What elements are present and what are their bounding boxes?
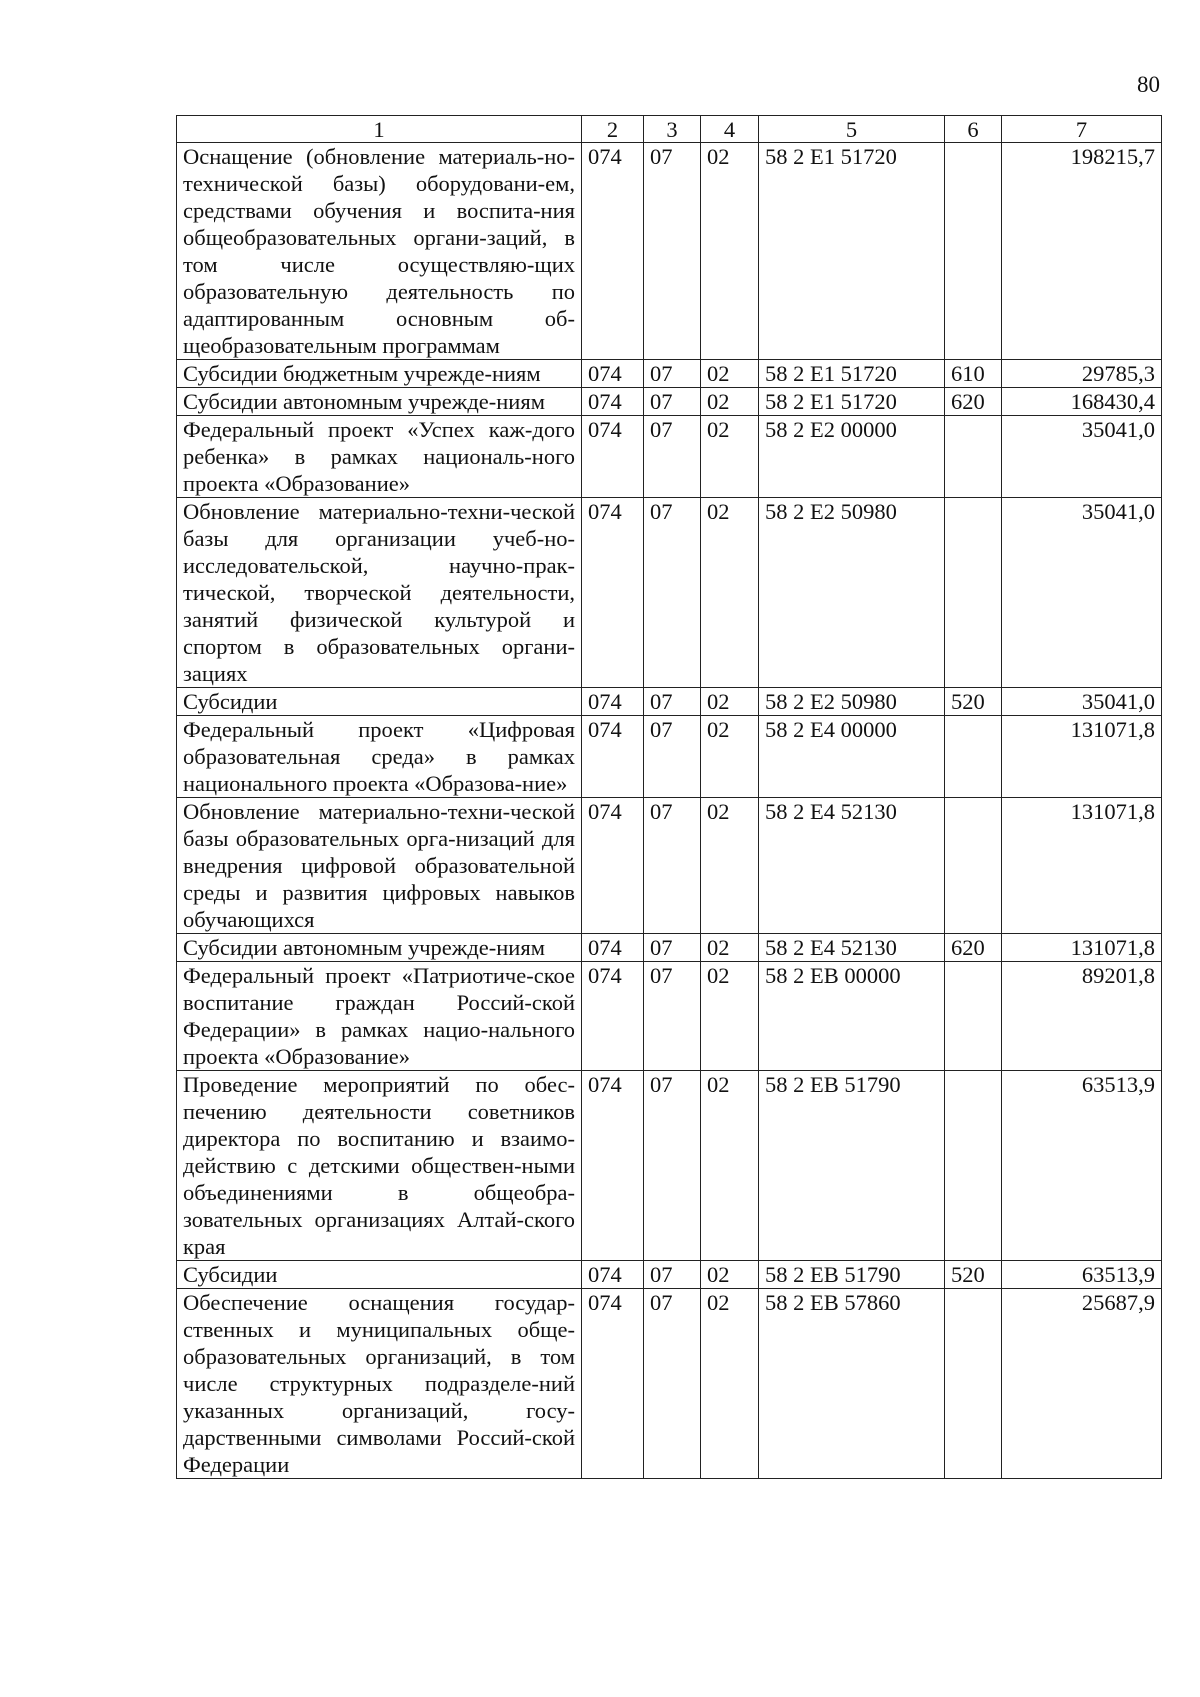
cell-section: 07 xyxy=(644,934,701,962)
cell-target-article: 58 2 E4 00000 xyxy=(759,716,945,798)
cell-admin-code: 074 xyxy=(582,962,644,1071)
cell-section: 07 xyxy=(644,1289,701,1479)
cell-subsection: 02 xyxy=(701,1289,759,1479)
cell-admin-code: 074 xyxy=(582,360,644,388)
table-row xyxy=(177,688,1162,716)
cell-admin-code: 074 xyxy=(582,416,644,498)
cell-target-article: 58 2 EB 51790 xyxy=(759,1071,945,1261)
cell-admin-code: 074 xyxy=(582,716,644,798)
cell-section: 07 xyxy=(644,716,701,798)
cell-target-article: 58 2 EB 51790 xyxy=(759,1261,945,1289)
cell-subsection: 02 xyxy=(701,798,759,934)
row-description: Субсидии бюджетным учрежде-ниям xyxy=(177,360,582,388)
row-description: Проведение мероприятий по обес-печению деятельности советников директора по воспитанию и взаимо-действию с детскими обществен-ными объединениями в общеобра-зовательных организациях Алтай-ского края xyxy=(177,1071,582,1261)
cell-amount: 168430,4 xyxy=(1002,388,1162,416)
cell-subsection: 02 xyxy=(701,388,759,416)
cell-target-article: 58 2 E1 51720 xyxy=(759,388,945,416)
cell-subsection: 02 xyxy=(701,143,759,360)
cell-target-article: 58 2 E4 52130 xyxy=(759,934,945,962)
header-cell: 5 xyxy=(759,116,945,143)
cell-expense-type xyxy=(945,962,1002,1071)
cell-section: 07 xyxy=(644,360,701,388)
cell-amount: 131071,8 xyxy=(1002,716,1162,798)
row-description: Субсидии автономным учрежде-ниям xyxy=(177,388,582,416)
cell-expense-type xyxy=(945,1289,1002,1479)
cell-admin-code: 074 xyxy=(582,1071,644,1261)
cell-subsection: 02 xyxy=(701,1261,759,1289)
table-row xyxy=(177,716,1162,798)
cell-admin-code: 074 xyxy=(582,498,644,688)
cell-subsection: 02 xyxy=(701,1071,759,1261)
row-description: Субсидии xyxy=(177,688,582,716)
cell-amount: 63513,9 xyxy=(1002,1261,1162,1289)
page-number: 80 xyxy=(1137,72,1160,97)
header-cell: 6 xyxy=(945,116,1002,143)
table-row xyxy=(177,1261,1162,1289)
cell-section: 07 xyxy=(644,388,701,416)
cell-target-article: 58 2 E2 50980 xyxy=(759,688,945,716)
table-row xyxy=(177,798,1162,934)
row-description: Обновление материально-техни-ческой базы образовательных орга-низаций для внедрения цифровой образовательной среды и развития цифровых навыков обучающихся xyxy=(177,798,582,934)
cell-target-article: 58 2 EB 57860 xyxy=(759,1289,945,1479)
cell-subsection: 02 xyxy=(701,360,759,388)
row-description: Обеспечение оснащения государ-ственных и муниципальных обще-образовательных организаций, в том числе структурных подразделе-ний указанных организаций, госу-дарственными символами Россий-ской Федерации xyxy=(177,1289,582,1479)
cell-section: 07 xyxy=(644,688,701,716)
header-cell: 4 xyxy=(701,116,759,143)
cell-expense-type xyxy=(945,1071,1002,1261)
cell-target-article: 58 2 EB 00000 xyxy=(759,962,945,1071)
cell-expense-type: 620 xyxy=(945,934,1002,962)
cell-section: 07 xyxy=(644,143,701,360)
cell-target-article: 58 2 E1 51720 xyxy=(759,360,945,388)
table-row xyxy=(177,934,1162,962)
header-cell: 7 xyxy=(1002,116,1162,143)
cell-expense-type xyxy=(945,716,1002,798)
cell-target-article: 58 2 E4 52130 xyxy=(759,798,945,934)
header-cell: 1 xyxy=(177,116,582,143)
cell-target-article: 58 2 E1 51720 xyxy=(759,143,945,360)
cell-subsection: 02 xyxy=(701,498,759,688)
cell-subsection: 02 xyxy=(701,962,759,1071)
cell-section: 07 xyxy=(644,962,701,1071)
cell-admin-code: 074 xyxy=(582,934,644,962)
table-header-row xyxy=(177,116,1162,143)
cell-section: 07 xyxy=(644,416,701,498)
cell-subsection: 02 xyxy=(701,688,759,716)
cell-admin-code: 074 xyxy=(582,388,644,416)
row-description: Федеральный проект «Цифровая образовательная среда» в рамках национального проекта «Образова-ние» xyxy=(177,716,582,798)
cell-expense-type xyxy=(945,143,1002,360)
cell-expense-type: 520 xyxy=(945,1261,1002,1289)
table-row xyxy=(177,1289,1162,1479)
cell-amount: 131071,8 xyxy=(1002,934,1162,962)
table-row xyxy=(177,143,1162,360)
cell-subsection: 02 xyxy=(701,716,759,798)
cell-expense-type xyxy=(945,416,1002,498)
header-cell: 3 xyxy=(644,116,701,143)
cell-expense-type: 620 xyxy=(945,388,1002,416)
cell-subsection: 02 xyxy=(701,416,759,498)
cell-expense-type xyxy=(945,798,1002,934)
cell-section: 07 xyxy=(644,1261,701,1289)
cell-amount: 131071,8 xyxy=(1002,798,1162,934)
cell-subsection: 02 xyxy=(701,934,759,962)
cell-admin-code: 074 xyxy=(582,798,644,934)
cell-target-article: 58 2 E2 00000 xyxy=(759,416,945,498)
cell-amount: 198215,7 xyxy=(1002,143,1162,360)
table-row xyxy=(177,962,1162,1071)
cell-expense-type: 520 xyxy=(945,688,1002,716)
row-description: Федеральный проект «Патриотиче-ское воспитание граждан Россий-ской Федерации» в рамках нацио-нального проекта «Образование» xyxy=(177,962,582,1071)
row-description: Субсидии автономным учрежде-ниям xyxy=(177,934,582,962)
cell-amount: 29785,3 xyxy=(1002,360,1162,388)
cell-amount: 89201,8 xyxy=(1002,962,1162,1071)
table-row xyxy=(177,498,1162,688)
cell-admin-code: 074 xyxy=(582,688,644,716)
table-row xyxy=(177,416,1162,498)
cell-section: 07 xyxy=(644,1071,701,1261)
cell-amount: 35041,0 xyxy=(1002,416,1162,498)
cell-section: 07 xyxy=(644,498,701,688)
row-description: Федеральный проект «Успех каж-дого ребенка» в рамках националь-ного проекта «Образование» xyxy=(177,416,582,498)
row-description: Оснащение (обновление материаль-но-технической базы) оборудовани-ем, средствами обучения и воспита-ния общеобразовательных органи-заций, в том числе осуществляю-щих образовательную деятельность по адаптированным основным об-щеобразовательным программам xyxy=(177,143,582,360)
cell-section: 07 xyxy=(644,798,701,934)
cell-expense-type xyxy=(945,498,1002,688)
table-row xyxy=(177,1071,1162,1261)
row-description: Субсидии xyxy=(177,1261,582,1289)
cell-target-article: 58 2 E2 50980 xyxy=(759,498,945,688)
table-row xyxy=(177,360,1162,388)
cell-admin-code: 074 xyxy=(582,1289,644,1479)
cell-amount: 35041,0 xyxy=(1002,688,1162,716)
cell-amount: 25687,9 xyxy=(1002,1289,1162,1479)
cell-amount: 63513,9 xyxy=(1002,1071,1162,1261)
cell-admin-code: 074 xyxy=(582,143,644,360)
header-cell: 2 xyxy=(582,116,644,143)
cell-admin-code: 074 xyxy=(582,1261,644,1289)
budget-table xyxy=(176,115,1162,1479)
cell-expense-type: 610 xyxy=(945,360,1002,388)
row-description: Обновление материально-техни-ческой базы для организации учеб-но-исследовательской, научно-прак-тической, творческой деятельности, занятий физической культурой и спортом в образовательных органи-зациях xyxy=(177,498,582,688)
table-row xyxy=(177,388,1162,416)
cell-amount: 35041,0 xyxy=(1002,498,1162,688)
